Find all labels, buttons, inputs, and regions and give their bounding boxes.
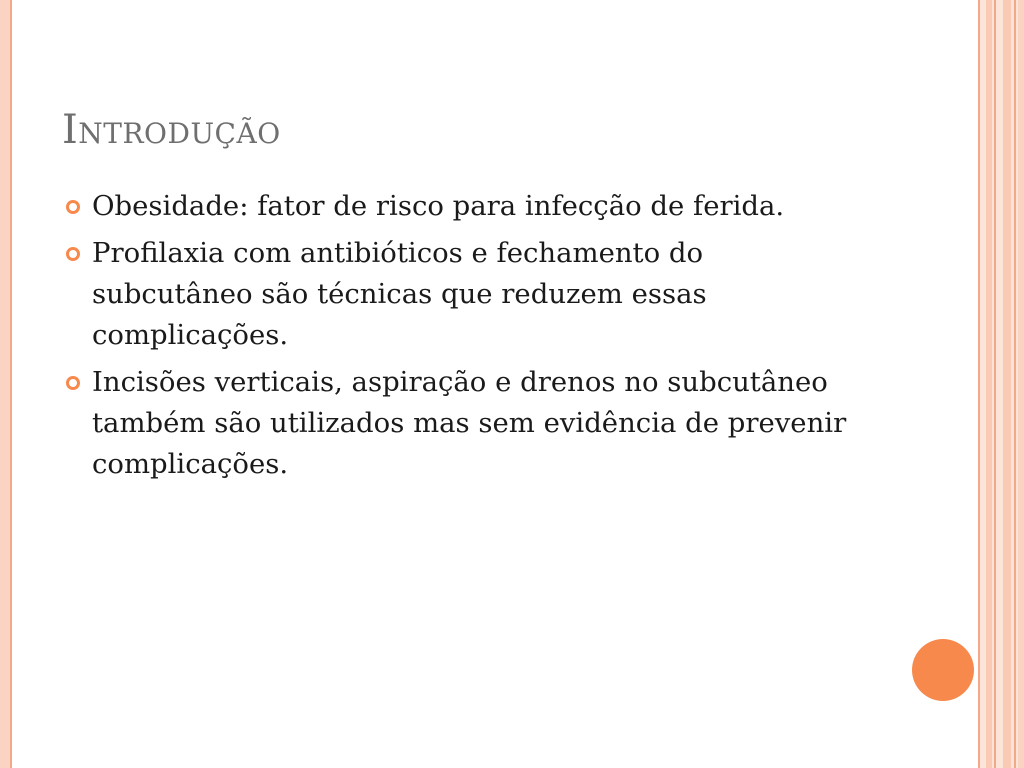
right-border-stripe: [1018, 0, 1024, 768]
slide-title: Introdução: [62, 107, 281, 153]
left-border-frame: [0, 0, 10, 768]
right-border-stripe: [1014, 0, 1016, 768]
ring-bullet-icon: [66, 200, 80, 214]
ring-bullet-icon: [66, 247, 80, 261]
bullet-list: [62, 186, 862, 491]
bullet-item: [62, 362, 862, 485]
left-border-line: [10, 0, 12, 768]
bullet-text: Profilaxia com antibióticos e fechamento do subcutâneo são técnicas que reduzem essas complicações.: [92, 237, 707, 351]
right-border-stripe: [1003, 0, 1011, 768]
right-border-stripe: [994, 0, 996, 768]
bullet-item: [62, 186, 862, 227]
bullet-text: Obesidade: fator de risco para infecção de ferida.: [92, 190, 785, 222]
orange-circle-decoration: [912, 639, 974, 701]
right-border-stripe: [978, 0, 980, 768]
ring-bullet-icon: [66, 376, 80, 390]
bullet-text: Incisões verticais, aspiração e drenos no subcutâneo também são utilizados mas sem evidência de prevenir complicações.: [92, 366, 847, 480]
right-border-stripe: [986, 0, 992, 768]
bullet-item: [62, 233, 862, 356]
